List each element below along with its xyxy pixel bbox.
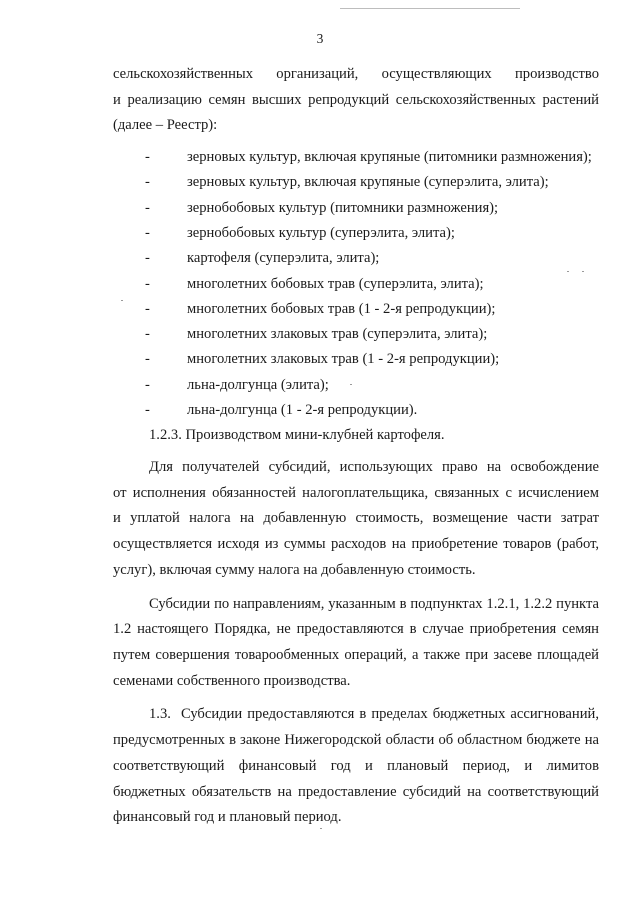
list-item: - зернобобовых культур (питомники размножения); <box>113 196 599 221</box>
document-body <box>113 62 599 831</box>
list-item: - многолетних бобовых трав (1 - 2-я репродукции); <box>113 297 599 322</box>
dash-bullet: - <box>145 351 150 368</box>
section-1-3-paragraph <box>113 702 599 831</box>
s13-line-1: 1.3. Субсидии предоставляются в пределах бюджетных ассигнований, <box>149 706 599 723</box>
list-item: - зерновых культур, включая крупяные (суперэлита, элита); <box>113 170 599 195</box>
vat-line-4: осуществляется исходя из суммы расходов на приобретение товаров (работ, <box>113 536 599 553</box>
list-item: - многолетних злаковых трав (суперэлита, элита); <box>113 322 599 347</box>
list-item: - льна-долгунца (элита); <box>113 373 599 398</box>
crop-list <box>113 145 599 423</box>
s13-line-4: бюджетных обязательств на предоставление субсидий на соответствующий <box>113 783 599 800</box>
dash-bullet: - <box>145 326 150 343</box>
list-item: - зерновых культур, включая крупяные (питомники размножения); <box>113 145 599 170</box>
seeds-line-2: 1.2 настоящего Порядка, не предоставляются в случае приобретения семян <box>113 621 599 638</box>
intro-line-1: сельскохозяйственных организаций, осуществляющих производство <box>113 66 599 82</box>
section-1-2-3: 1.2.3. Производством мини-клубней картофеля. <box>149 427 445 444</box>
intro-line-3: (далее – Реестр): <box>113 117 218 134</box>
intro-paragraph <box>113 62 599 139</box>
seeds-line-4: семенами собственного производства. <box>113 672 351 689</box>
s13-line-2: предусмотренных в законе Нижегородской области об областном бюджете на <box>113 732 599 749</box>
scan-speck <box>121 300 123 301</box>
s13-line-3: соответствующий финансовый год и плановый период, и лимитов <box>113 757 599 774</box>
scan-speck <box>567 271 569 272</box>
seeds-line-1: Субсидии по направлениям, указанным в подпунктах 1.2.1, 1.2.2 пункта <box>149 595 599 612</box>
list-item: - зернобобовых культур (суперэлита, элита); <box>113 221 599 246</box>
dash-bullet: - <box>145 376 150 393</box>
intro-line-2: и реализацию семян высших репродукций сельскохозяйственных растений <box>113 91 599 108</box>
seeds-line-3: путем совершения товарообменных операций, а также при засеве площадей <box>113 647 599 663</box>
dash-bullet: - <box>145 250 150 267</box>
dash-bullet: - <box>145 225 150 241</box>
s13-line-5: финансовый год и плановый период. <box>113 809 342 826</box>
list-item: - льна-долгунца (1 - 2-я репродукции). <box>113 398 599 423</box>
list-item: - картофеля (суперэлита, элита); <box>113 246 599 271</box>
scan-top-edge <box>340 8 520 9</box>
seeds-paragraph <box>113 592 599 695</box>
scan-speck <box>582 271 584 272</box>
dash-bullet: - <box>145 300 150 317</box>
scan-speck <box>350 384 352 385</box>
list-item: - многолетних бобовых трав (суперэлита, элита); <box>113 272 599 297</box>
dash-bullet: - <box>145 149 150 166</box>
dash-bullet: - <box>145 275 150 292</box>
dash-bullet: - <box>145 199 150 216</box>
dash-bullet: - <box>145 402 150 419</box>
vat-line-5: услуг), включая сумму налога на добавленную стоимость. <box>113 561 476 578</box>
dash-bullet: - <box>145 174 150 191</box>
scan-speck <box>320 828 322 829</box>
vat-line-2: от исполнения обязанностей налогоплательщика, связанных с исчислением <box>113 484 599 501</box>
vat-line-1: Для получателей субсидий, использующих право на освобождение <box>149 459 599 476</box>
vat-paragraph <box>113 455 599 584</box>
list-item: - многолетних злаковых трав (1 - 2-я репродукции); <box>113 347 599 372</box>
vat-line-3: и уплатой налога на добавленную стоимость, возмещение части затрат <box>113 510 599 527</box>
page-number: 3 <box>316 31 324 46</box>
